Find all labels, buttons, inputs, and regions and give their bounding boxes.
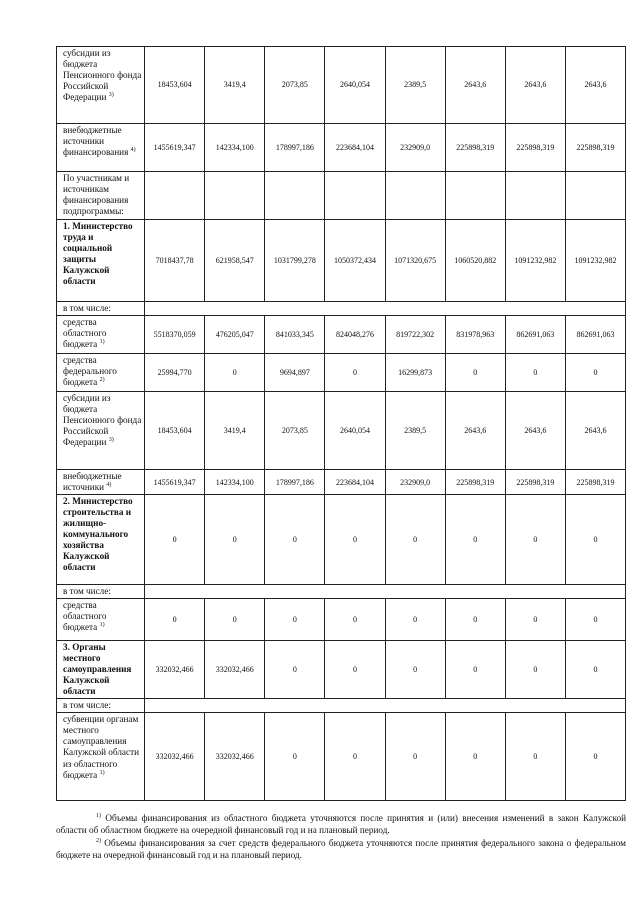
value-cell: 0 <box>565 495 625 585</box>
footnote-mark: 1) <box>96 813 101 819</box>
table-row <box>57 47 626 124</box>
value-cell: 0 <box>565 354 625 392</box>
value-cell: 0 <box>325 641 385 699</box>
table-row <box>57 302 626 316</box>
value-cell: 1050372,434 <box>325 220 385 302</box>
value-cell <box>265 172 325 220</box>
value-cell: 0 <box>385 713 445 801</box>
footnote-ref: 1) <box>99 769 105 776</box>
value-cell: 621958,547 <box>205 220 265 302</box>
value-cell <box>205 172 265 220</box>
row-label <box>57 713 145 801</box>
row-label-text: средства областного бюджета <box>63 317 107 350</box>
row-label <box>57 124 145 172</box>
footnote-ref: 2) <box>99 377 105 384</box>
value-cell: 0 <box>145 599 205 641</box>
value-cell: 831978,963 <box>445 316 505 354</box>
value-cell: 0 <box>445 599 505 641</box>
value-cell: 0 <box>445 354 505 392</box>
value-cell: 2073,85 <box>265 47 325 124</box>
row-label-text: внебюджетные источники <box>63 471 122 493</box>
value-cell: 5518370,059 <box>145 316 205 354</box>
value-cell: 0 <box>565 713 625 801</box>
value-cell: 0 <box>205 599 265 641</box>
value-cell: 2643,6 <box>445 392 505 470</box>
value-cell: 0 <box>265 599 325 641</box>
value-cell: 824048,276 <box>325 316 385 354</box>
value-cell: 0 <box>565 641 625 699</box>
value-cell: 0 <box>385 495 445 585</box>
value-cell: 819722,302 <box>385 316 445 354</box>
table-row <box>57 641 626 699</box>
value-cell <box>145 172 205 220</box>
value-cell: 2640,054 <box>325 392 385 470</box>
value-cell <box>445 172 505 220</box>
value-cell: 2389,5 <box>385 392 445 470</box>
value-cell: 0 <box>505 495 565 585</box>
footnote-mark: 2) <box>96 837 101 844</box>
value-cell: 225898,319 <box>445 124 505 172</box>
value-cell: 0 <box>385 641 445 699</box>
value-cell: 332032,466 <box>145 641 205 699</box>
row-label-text: в том числе: <box>63 303 111 313</box>
table-row <box>57 585 626 599</box>
value-cell: 2643,6 <box>565 392 625 470</box>
value-cell: 178997,186 <box>265 124 325 172</box>
value-cell: 1455619,347 <box>145 470 205 495</box>
row-label <box>57 470 145 495</box>
empty-span-cell <box>145 302 626 316</box>
value-cell: 2640,054 <box>325 47 385 124</box>
value-cell: 2389,5 <box>385 47 445 124</box>
row-label <box>57 220 145 302</box>
row-label-text: 1. Министерство труда и социальной защиты Калужской области <box>63 221 133 287</box>
row-label-text: средства федерального бюджета <box>63 355 117 388</box>
value-cell: 332032,466 <box>205 641 265 699</box>
row-label <box>57 316 145 354</box>
value-cell <box>505 172 565 220</box>
table-row <box>57 316 626 354</box>
row-label <box>57 585 145 599</box>
value-cell: 2643,6 <box>565 47 625 124</box>
value-cell: 9694,897 <box>265 354 325 392</box>
row-label <box>57 599 145 641</box>
value-cell: 225898,319 <box>565 470 625 495</box>
footnote-1 <box>56 812 626 837</box>
value-cell: 0 <box>265 495 325 585</box>
row-label-text: внебюджетные источники финансирования <box>63 125 129 158</box>
footnote-ref: 1) <box>99 622 105 629</box>
row-label-text: в том числе: <box>63 700 111 711</box>
value-cell: 2643,6 <box>505 392 565 470</box>
value-cell: 232909,0 <box>385 470 445 495</box>
value-cell: 1091232,982 <box>565 220 625 302</box>
row-label-text: субсидии из бюджета Пенсионного фонда Российской Федерации <box>63 48 142 103</box>
value-cell: 1091232,982 <box>505 220 565 302</box>
value-cell: 0 <box>325 354 385 392</box>
value-cell: 0 <box>505 599 565 641</box>
value-cell: 16299,873 <box>385 354 445 392</box>
value-cell: 225898,319 <box>505 124 565 172</box>
footnote-ref: 1) <box>99 339 105 346</box>
footnote-text: Объемы финансирования из областного бюджета уточняются после принятия и (или) внесения изменений в закон Калужской области об областном бюджете на очередной финансовый год и на плановый период. <box>56 813 626 836</box>
value-cell: 476205,047 <box>205 316 265 354</box>
value-cell: 0 <box>325 599 385 641</box>
empty-span-cell <box>145 699 626 713</box>
row-label <box>57 172 145 220</box>
value-cell: 225898,319 <box>445 470 505 495</box>
row-label <box>57 47 145 124</box>
table-row <box>57 495 626 585</box>
value-cell: 232909,0 <box>385 124 445 172</box>
value-cell <box>565 172 625 220</box>
value-cell: 18453,604 <box>145 47 205 124</box>
value-cell: 142334,100 <box>205 470 265 495</box>
value-cell: 1071320,675 <box>385 220 445 302</box>
value-cell: 1060520,882 <box>445 220 505 302</box>
value-cell: 3419,4 <box>205 392 265 470</box>
value-cell: 2073,85 <box>265 392 325 470</box>
row-label-text: 3. Органы местного самоуправления Калужской области <box>63 642 132 697</box>
value-cell <box>385 172 445 220</box>
row-label <box>57 354 145 392</box>
row-label-text: субсидии из бюджета Пенсионного фонда Российской Федерации <box>63 393 142 448</box>
value-cell: 0 <box>505 641 565 699</box>
table-row <box>57 172 626 220</box>
value-cell: 841033,345 <box>265 316 325 354</box>
value-cell <box>325 172 385 220</box>
financing-table <box>56 46 626 801</box>
value-cell: 0 <box>505 354 565 392</box>
value-cell: 0 <box>265 713 325 801</box>
value-cell: 0 <box>385 599 445 641</box>
value-cell: 0 <box>565 599 625 641</box>
row-label <box>57 699 145 713</box>
row-label-text: средства областного бюджета <box>63 600 107 633</box>
row-label-text: 2. Министерство строительства и жилищно-коммунального хозяйства Калужской области <box>63 496 133 573</box>
value-cell: 0 <box>325 713 385 801</box>
empty-span-cell <box>145 585 626 599</box>
value-cell: 0 <box>445 641 505 699</box>
footnote-ref: 4) <box>130 147 136 154</box>
value-cell: 0 <box>145 495 205 585</box>
row-label <box>57 641 145 699</box>
table-row <box>57 470 626 495</box>
table-row <box>57 699 626 713</box>
value-cell: 1031799,278 <box>265 220 325 302</box>
row-label <box>57 495 145 585</box>
value-cell: 25994,770 <box>145 354 205 392</box>
value-cell: 332032,466 <box>205 713 265 801</box>
table-row <box>57 599 626 641</box>
footnote-2 <box>56 837 626 862</box>
value-cell: 225898,319 <box>565 124 625 172</box>
row-label-text: в том числе: <box>63 586 111 597</box>
value-cell: 223684,104 <box>325 470 385 495</box>
value-cell: 2643,6 <box>445 47 505 124</box>
value-cell: 223684,104 <box>325 124 385 172</box>
value-cell: 7018437,78 <box>145 220 205 302</box>
table-row <box>57 354 626 392</box>
value-cell: 1455619,347 <box>145 124 205 172</box>
table-row <box>57 124 626 172</box>
row-label <box>57 302 145 316</box>
row-label-text: субвенции органам местного самоуправления Калужской области из областного бюджета <box>63 714 139 780</box>
footnote-ref: 3) <box>108 92 114 99</box>
footnote-text: Объемы финансирования за счет средств федерального бюджета уточняются после принятия федерального закона о федеральном бюджете на очередной финансовый год и на плановый период. <box>56 837 626 861</box>
table-row <box>57 220 626 302</box>
row-label-text: По участникам и источникам финансирования подпрограммы: <box>63 173 130 217</box>
value-cell: 0 <box>445 713 505 801</box>
value-cell: 862691,063 <box>565 316 625 354</box>
row-label <box>57 392 145 470</box>
value-cell: 0 <box>505 713 565 801</box>
value-cell: 142334,100 <box>205 124 265 172</box>
value-cell: 178997,186 <box>265 470 325 495</box>
value-cell: 0 <box>205 495 265 585</box>
value-cell: 0 <box>205 354 265 392</box>
value-cell: 2643,6 <box>505 47 565 124</box>
footnote-ref: 3) <box>108 437 114 444</box>
value-cell: 0 <box>265 641 325 699</box>
value-cell: 225898,319 <box>505 470 565 495</box>
value-cell: 0 <box>445 495 505 585</box>
value-cell: 18453,604 <box>145 392 205 470</box>
value-cell: 3419,4 <box>205 47 265 124</box>
value-cell: 0 <box>325 495 385 585</box>
value-cell: 862691,063 <box>505 316 565 354</box>
table-row <box>57 392 626 470</box>
value-cell: 332032,466 <box>145 713 205 801</box>
footnote-ref: 4) <box>106 482 112 489</box>
footnotes <box>56 812 626 862</box>
table-row <box>57 713 626 801</box>
